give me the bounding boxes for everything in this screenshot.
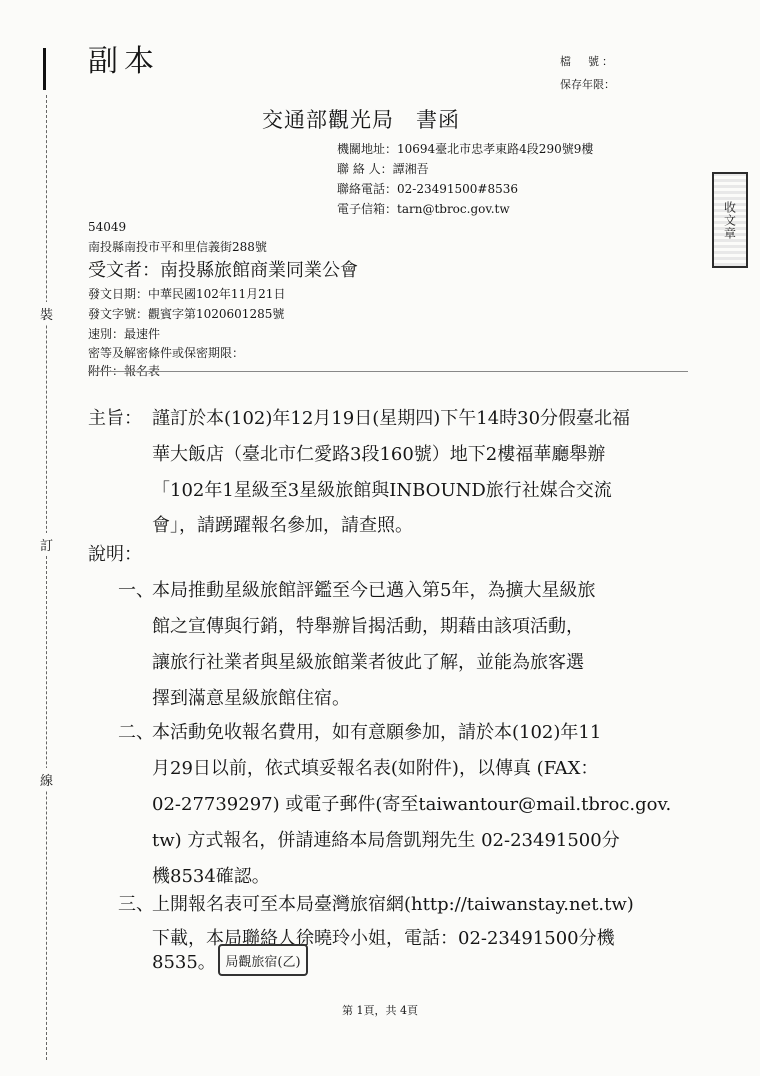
contact-email: 電子信箱：tarn@tbroc.gov.tw (337, 202, 510, 216)
item-line: 讓旅行社業者與星級旅館業者彼此了解，並能為旅客選 (152, 652, 584, 673)
item-line: 下載，本局聯絡人徐曉玲小姐，電話：02-23491500分機 (152, 928, 615, 949)
binding-char-ding: 訂 (40, 533, 53, 556)
issue-date: 發文日期：中華民國102年11月21日 (88, 287, 286, 301)
item-line: 8535。 (152, 952, 216, 973)
item-number: 二、 (118, 722, 154, 743)
binding-char-zhuang: 裝 (40, 302, 53, 325)
subject-label: 主旨： (88, 408, 142, 429)
item-line: 月29日以前，依式填妥報名表(如附件)，以傳真 (FAX： (152, 758, 599, 779)
recipient-zip: 54049 (88, 220, 127, 234)
item-number: 三、 (118, 894, 154, 915)
item-line: 機8534確認。 (152, 866, 270, 887)
item-line: tw) 方式報名，併請連絡本局詹凱翔先生 02-23491500分 (152, 830, 620, 851)
item-number: 一、 (118, 580, 154, 601)
item-line: 擇到滿意星級旅館住宿。 (152, 688, 350, 709)
recipient-address: 南投縣南投市平和里信義街288號 (88, 240, 267, 254)
urgency: 速別：最速件 (88, 327, 161, 341)
binding-bar (43, 48, 46, 90)
item-line: 02-27739297) 或電子郵件(寄至taiwantour@mail.tbroc.gov. (152, 794, 672, 815)
contact-phone: 聯絡電話：02-23491500#8536 (337, 182, 518, 196)
binding-char-xian: 線 (40, 768, 53, 791)
copy-mark: 副本 (88, 44, 160, 79)
subject-line: 「102年1星級至3星級旅館與INBOUND旅行社媒合交流 (152, 480, 612, 501)
contact-person: 聯 絡 人：譚湘吾 (337, 162, 429, 176)
agency-title: 交通部觀光局 書函 (262, 108, 460, 132)
file-number-label: 檔 號： (560, 55, 616, 68)
subject-line: 會」，請踴躍報名參加，請查照。 (152, 515, 413, 536)
binding-dashed-line (46, 95, 47, 1060)
item-line: 本活動免收報名費用，如有意願參加，請於本(102)年11 (152, 722, 602, 743)
explanation-label: 說明： (88, 544, 142, 565)
retention-period-label: 保存年限： (560, 78, 615, 91)
receipt-stamp: 收文章 (712, 172, 748, 268)
item-line: 本局推動星級旅館評鑑至今已邁入第5年，為擴大星級旅 (152, 580, 596, 601)
agency-seal: 局觀旅宿(乙) (218, 944, 308, 976)
meta-divider (88, 371, 688, 372)
item-line: 館之宣傳與行銷，特舉辦旨揭活動，期藉由該項活動， (152, 616, 584, 637)
item-line: 上開報名表可至本局臺灣旅宿網(http://taiwanstay.net.tw) (152, 894, 634, 915)
agency-address: 機關地址：10694臺北市忠孝東路4段290號9樓 (337, 142, 594, 156)
subject-line: 華大飯店（臺北市仁愛路3段160號）地下2樓福華廳舉辦 (152, 444, 606, 465)
page-footer: 第 1頁，共 4頁 (342, 1004, 418, 1017)
document-number: 發文字號：觀賓字第1020601285號 (88, 307, 285, 321)
recipient-name: 受文者：南投縣旅館商業同業公會 (88, 260, 358, 281)
subject-line: 謹訂於本(102)年12月19日(星期四)下午14時30分假臺北福 (152, 408, 631, 429)
attachment: 附件：報名表 (88, 364, 161, 378)
confidentiality: 密等及解密條件或保密期限： (88, 346, 245, 360)
